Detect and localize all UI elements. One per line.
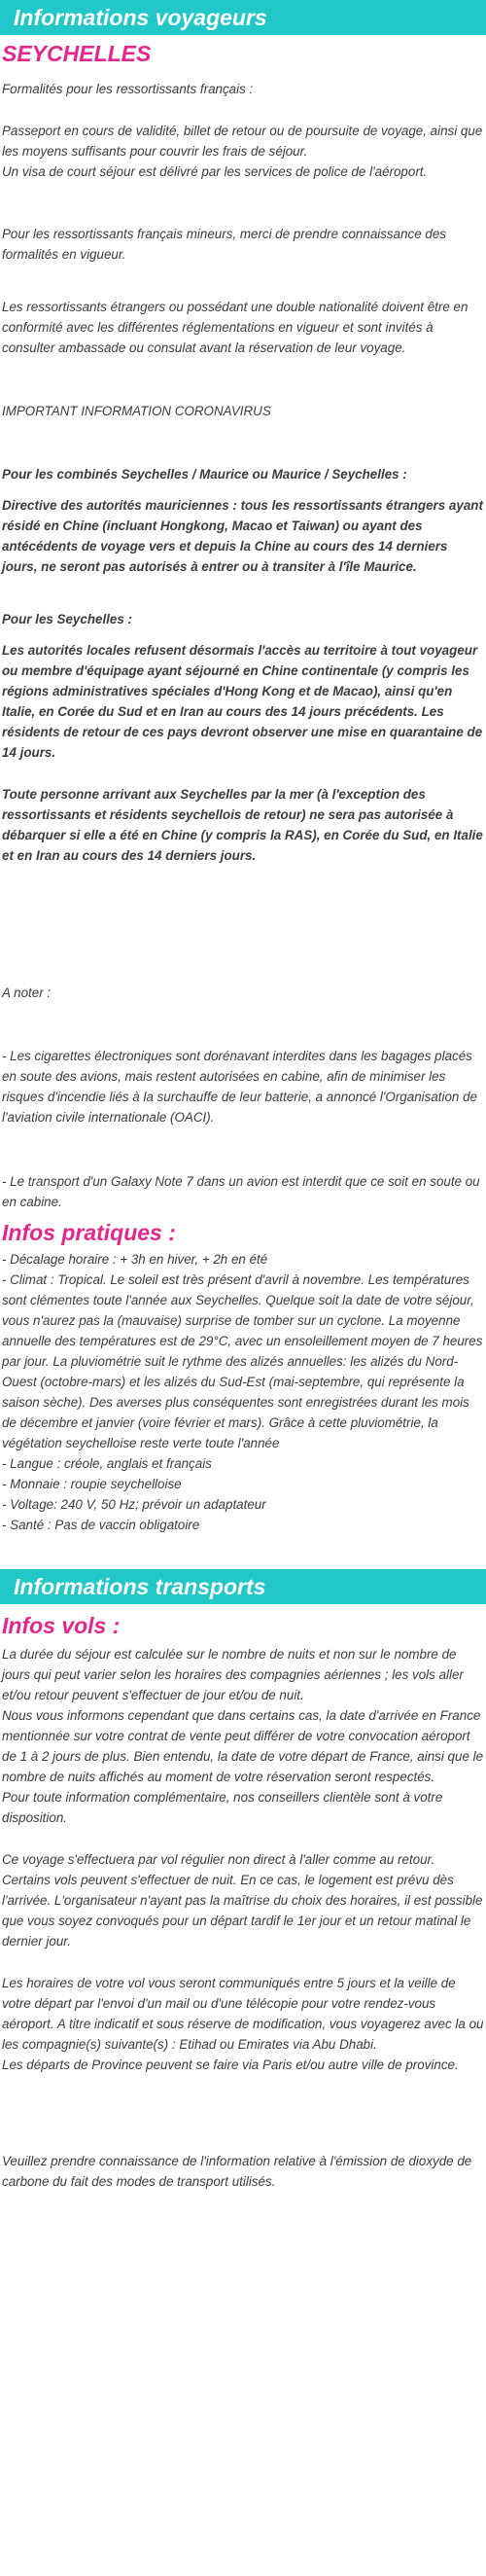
practical-title: Infos pratiques : xyxy=(2,1220,176,1245)
seychelles-refusal: Les autorités locales refusent désormais l'accès au territoire à tout voyageur ou membre d'équipage ayant séjourné en Chine continentale (y compris les régions administratives spéciales d'Hong Kong et de Macao), ainsi qu'en Italie, en Corée du Sud et en Iran au cours des 14 jours précédents. Les résidents de retour de ces pays devront observer une mise en quarantaine de 14 jours. xyxy=(2,643,483,760)
combo-title: Pour les combinés Seychelles / Maurice ou Maurice / Seychelles : xyxy=(2,467,407,482)
coronavirus-title: IMPORTANT INFORMATION CORONAVIRUS xyxy=(2,404,271,418)
sea-arrival: Toute personne arrivant aux Seychelles par la mer (à l'exception des ressortissants et résidents seychellois de retour) ne sera pas autorisée à débarquer si elle a été en Chine (y compris la RAS), en Corée du Sud, en Italie et en Iran au cours des 14 derniers jours. xyxy=(2,787,483,863)
country-title: SEYCHELLES xyxy=(2,41,152,66)
galaxy-note: - Le transport d'un Galaxy Note 7 dans un avion est interdit que ce soit en soute ou en cabine. xyxy=(2,1174,480,1209)
formalities-intro: Formalités pour les ressortissants français : xyxy=(2,82,254,96)
co2-notice: Veuillez prendre connaissance de l'information relative à l'émission de dioxyde de carbone du fait des modes de transport utilisés. xyxy=(2,2154,472,2189)
header-transports: Informations transports xyxy=(0,1569,486,1604)
mauritius-directive: Directive des autorités mauriciennes : tous les ressortissants étrangers ayant résidé en Chine (incluant Hongkong, Macao et Taiwan) ou ayant des antécédents de voyage vers et depuis la Chine au cours des 14 derniers jours, ne seront pas autorisés à entrer ou à transiter à l'île Maurice. xyxy=(2,498,483,574)
seychelles-title: Pour les Seychelles : xyxy=(2,612,132,626)
note-title: A noter : xyxy=(2,985,52,1000)
flight-schedules: Les horaires de votre vol vous seront communiqués entre 5 jours et la veille de votre départ par l'envoi d'un mail ou d'une télécopie pour votre rendez-vous aéroport. A titre indicatif et sous réserve de modification, vous voyagerez avec la ou les compagnie(s) suivante(s) : Etihad ou Emirates via Abu Dhabi. Les départs de Province peuvent se faire via Paris et/ou autre ville de province. xyxy=(2,1976,484,2072)
flights-body: La durée du séjour est calculée sur le nombre de nuits et non sur le nombre de jours qui peut varier selon les horaires des compagnies aériennes ; les vols aller et/ou retour peuvent s'effectuer de jour et/ou de nuit. Nous vous informons cependant que dans certains cas, la date d'arrivée en France mentionnée sur votre contrat de vente peut différer de votre convocation aéroport de 1 à 2 jours de plus. Bien entendu, la date de votre départ de France, ainsi que le nombre de nuits affichés au moment de votre réservation seront respectés. Pour toute information complémentaire, nos conseillers clientèle sont à votre disposition. xyxy=(2,1647,484,1825)
header-voyageurs: Informations voyageurs xyxy=(0,0,486,35)
minors-text: Pour les ressortissants français mineurs, merci de prendre connaissance des formalités en vigueur. xyxy=(2,227,446,262)
practical-body: - Décalage horaire : + 3h en hiver, + 2h en été - Climat : Tropical. Le soleil est très présent d'avril à novembre. Les températures sont clémentes toute l'année aux Seychelles. Quelque soit la date de votre séjour, vous n'aurez pas la (mauvaise) surprise de tomber sur un cyclone. La moyenne annuelle des températures est de 29°C, avec un ensoleillement moyen de 7 heures par jour. La pluviométrie suit le rythme des alizés annuelles: les alizés du Nord-Ouest (octobre-mars) et les alizés du Sud-Est (mai-septembre, qui représente la saison sèche). Des averses plus conséquentes sont enregistrées durant les mois de décembre et janvier (voire février et mars). Grâce à cette pluviométrie, la végétation seychelloise reste verte toute l'année - Langue : créole, anglais et français - Monnaie : roupie seychelloise - Voltage: 240 V, 50 Hz; prévoir un adaptateur - Santé : Pas de vaccin obligatoire xyxy=(2,1252,483,1532)
formalities-body: Passeport en cours de validité, billet de retour ou de poursuite de voyage, ainsi que les moyens suffisants pour couvrir les frais de séjour. Un visa de court séjour est délivré par les services de police de l'aéroport. xyxy=(2,124,483,179)
cigarettes-note: - Les cigarettes électroniques sont dorénavant interdites dans les bagages placés en soute des avions, mais restent autorisées en cabine, afin de minimiser les risques d'incendie liés à la surchauffe de leur batterie, a annoncé l'Organisation de l'aviation civile internationale (OACI). xyxy=(2,1049,477,1125)
flights-title: Infos vols : xyxy=(2,1613,121,1638)
indirect-flight: Ce voyage s'effectuera par vol régulier non direct à l'aller comme au retour. Certains vols peuvent s'effectuer de nuit. En ce cas, le logement est prévu dès l'arrivée. L'organisateur n'ayant pas la maîtrise du choix des horaires, il est possible que vous soyez convoqués pour un départ tardif le 1er jour et un retour matinal le dernier jour. xyxy=(2,1852,483,1949)
foreigners-text: Les ressortissants étrangers ou possédant une double nationalité doivent être en conformité avec les différentes réglementations en vigueur et sont invités à consulter ambassade ou consulat avant la réservation de leur voyage. xyxy=(2,300,469,355)
